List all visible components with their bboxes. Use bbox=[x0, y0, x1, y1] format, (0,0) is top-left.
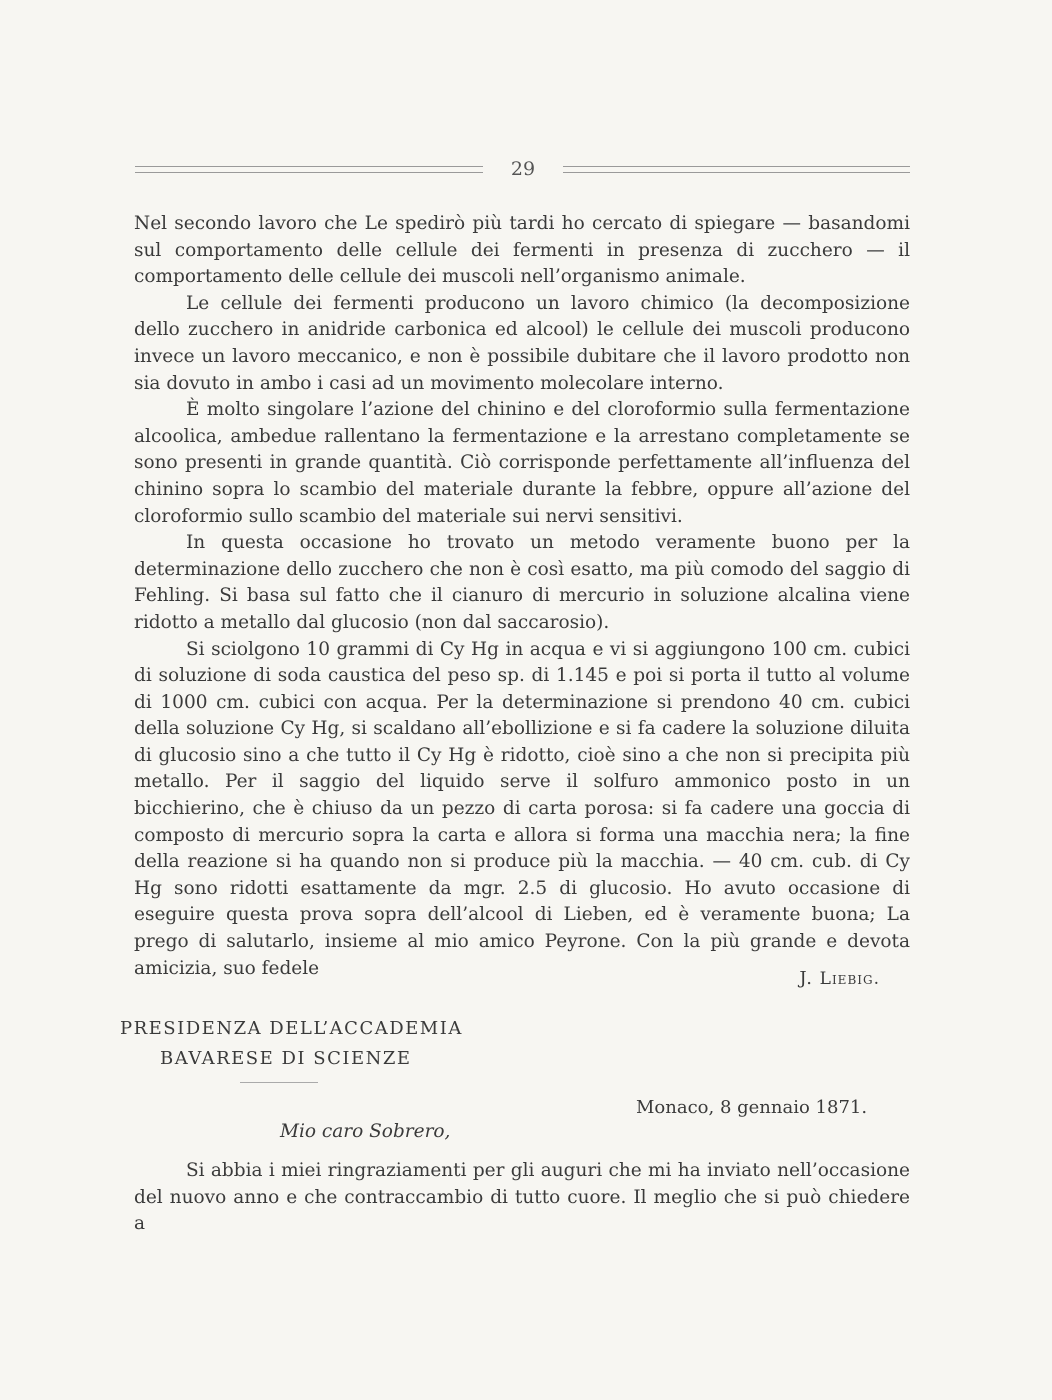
page-number: 29 bbox=[510, 158, 536, 180]
paragraph: Si sciolgono 10 grammi di Cy Hg in acqua e vi si aggiungono 100 cm. cubici di soluzione di soda caustica del peso sp. di 1.145 e poi si porta il tutto al volume di 1000 cm. cubici con acqua. Per la determinazione si prendono 40 cm. cubici della soluzione Cy Hg, si scaldano all’ebollizione e si fa cadere la soluzione diluita di glucosio sino a che tutto il Cy Hg è ridotto, cioè sino a che non si precipita più metallo. Per il saggio del liquido serve il solfuro ammonico posto in un bicchierino, che è chiuso da un pezzo di carta porosa: si fa cadere una goccia di composto di mercurio sopra la carta e allora si forma una macchia nera; la fine della reazione si ha quando non si produce più la macchia. — 40 cm. cub. di Cy Hg sono ridotti esattamente da mgr. 2.5 di glucosio. Ho avuto occasione di eseguire questa prova sopra dell’alcool di Lieben, ed è veramente buona; La prego di salutarlo, insieme al mio amico Peyrone. Con la più grande e devota amicizia, suo fedele bbox=[134, 638, 910, 979]
paragraph: Si abbia i miei ringraziamenti per gli auguri che mi ha inviato nell’occasione del nuovo anno e che contraccambio di tutto cuore. Il meglio che si può chiedere a bbox=[134, 1160, 910, 1235]
header-rule-left bbox=[135, 166, 483, 173]
paragraph: È molto singolare l’azione del chinino e del cloroformio sulla fermentazione alcoolica, ambedue rallentano la fermentazione e la arrestano completamente se sono presenti in grande quantità. Ciò corrisponde perfettamente all’influenza del chinino sopra lo scambio del materiale durante la febbre, oppure all’azione del cloroformio sullo scambio del materiale sui nervi sensitivi. bbox=[134, 399, 910, 527]
paragraph: Nel secondo lavoro che Le spedirò più tardi ho cercato di spiegare — basandomi sul comportamento delle cellule dei fermenti in presenza di zucchero — il comportamento delle cellule dei muscoli nell’organismo animale. bbox=[134, 213, 910, 288]
letter-body-liebig bbox=[134, 211, 910, 982]
signature-name: Liebig. bbox=[819, 969, 880, 989]
institution-line-2: BAVARESE DI SCIENZE bbox=[160, 1048, 412, 1069]
section-divider bbox=[240, 1082, 318, 1083]
header-rule-right bbox=[563, 166, 910, 173]
letter-body-opening bbox=[134, 1158, 910, 1238]
dateline: Monaco, 8 gennaio 1871. bbox=[636, 1097, 868, 1118]
signature bbox=[799, 968, 880, 989]
institution-heading bbox=[120, 1014, 463, 1074]
institution-line-1: PRESIDENZA DELL’ACCADEMIA bbox=[120, 1018, 463, 1039]
salutation: Mio caro Sobrero, bbox=[280, 1121, 451, 1142]
paragraph: In questa occasione ho trovato un metodo veramente buono per la determinazione dello zucchero che non è così esatto, ma più comodo del saggio di Fehling. Si basa sul fatto che il cianuro di mercurio in soluzione alcalina viene ridotto a metallo dal glucosio (non dal saccarosio). bbox=[134, 532, 910, 633]
signature-initial: J. bbox=[799, 968, 813, 989]
paragraph: Le cellule dei fermenti producono un lavoro chimico (la decomposizione dello zucchero in anidride carbonica ed alcool) le cellule dei muscoli producono invece un lavoro meccanico, e non è possibile dubitare che il lavoro prodotto non sia dovuto in ambo i casi ad un movimento molecolare interno. bbox=[134, 292, 910, 394]
